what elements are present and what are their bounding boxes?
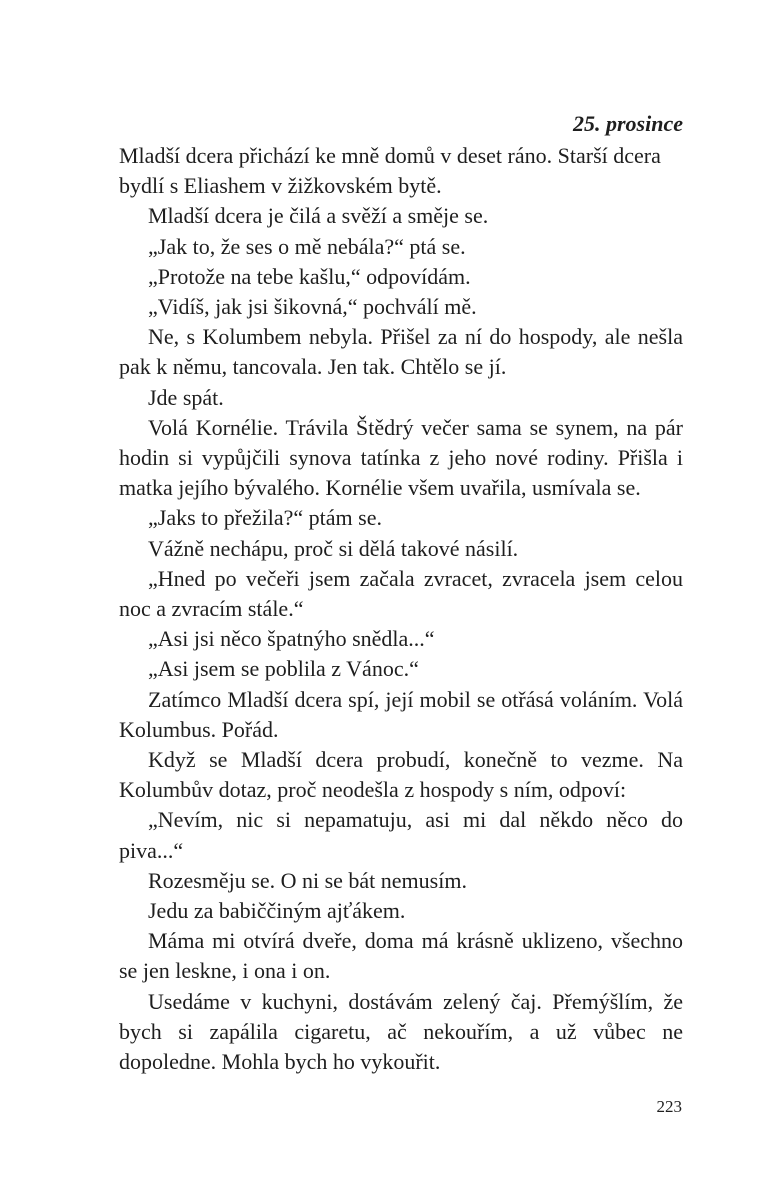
paragraph: Mladší dcera je čilá a svěží a směje se. xyxy=(148,203,489,229)
chapter-date-heading: 25. prosince xyxy=(573,111,683,136)
paragraph: Jedu za babiččiným ajťákem. xyxy=(148,898,406,924)
paragraph: „Jak to, že ses o mě nebála?“ ptá se. xyxy=(148,233,466,259)
paragraph: „Jaks to přežila?“ ptám se. xyxy=(148,505,382,531)
paragraph: Ne, s Kolumbem nebyla. Přišel za ní do hospody, ale nešla pak k němu, tancovala. Jen tak. Chtělo se jí. xyxy=(119,324,683,380)
paragraph: Mladší dcera přichází ke mně domů v deset ráno. Starší dcera bydlí s Eliashem v žižkovském bytě. xyxy=(119,143,661,199)
paragraph: „Asi jsem se poblila z Vánoc.“ xyxy=(148,656,419,682)
paragraph: „Vidíš, jak jsi šikovná,“ pochválí mě. xyxy=(148,294,477,320)
paragraph: Rozesměju se. O ni se bát nemusím. xyxy=(148,867,467,893)
body-text xyxy=(119,141,683,1077)
paragraph: Máma mi otvírá dveře, doma má krásně uklizeno, všechno se jen leskne, i ona i on. xyxy=(119,928,683,984)
paragraph: Jde spát. xyxy=(148,384,224,410)
paragraph: Volá Kornélie. Trávila Štědrý večer sama se synem, na pár hodin si vypůjčili synova tatínka z jeho nové rodiny. Přišla i matka jejího bývalého. Kornélie všem uvařila, usmívala se. xyxy=(119,414,683,501)
paragraph: Když se Mladší dcera probudí, konečně to vezme. Na Kolumbův dotaz, proč neodešla z hospody s ním, odpoví: xyxy=(119,747,683,803)
paragraph: Zatímco Mladší dcera spí, její mobil se otřásá voláním. Volá Kolumbus. Pořád. xyxy=(119,686,683,742)
paragraph: „Protože na tebe kašlu,“ odpovídám. xyxy=(148,263,471,289)
page-number: 223 xyxy=(656,1097,682,1116)
paragraph: Vážně nechápu, proč si dělá takové násilí. xyxy=(148,535,519,561)
paragraph: Usedáme v kuchyni, dostávám zelený čaj. Přemýšlím, že bych si zapálila cigaretu, ač nekouřím, a už vůbec ne dopoledne. Mohla bych ho vykouřit. xyxy=(119,988,683,1075)
paragraph: „Nevím, nic si nepamatuju, asi mi dal někdo něco do piva...“ xyxy=(119,807,683,863)
paragraph: „Hned po večeři jsem začala zvracet, zvracela jsem celou noc a zvracím stále.“ xyxy=(119,565,683,622)
paragraph: „Asi jsi něco špatnýho snědla...“ xyxy=(148,626,435,652)
